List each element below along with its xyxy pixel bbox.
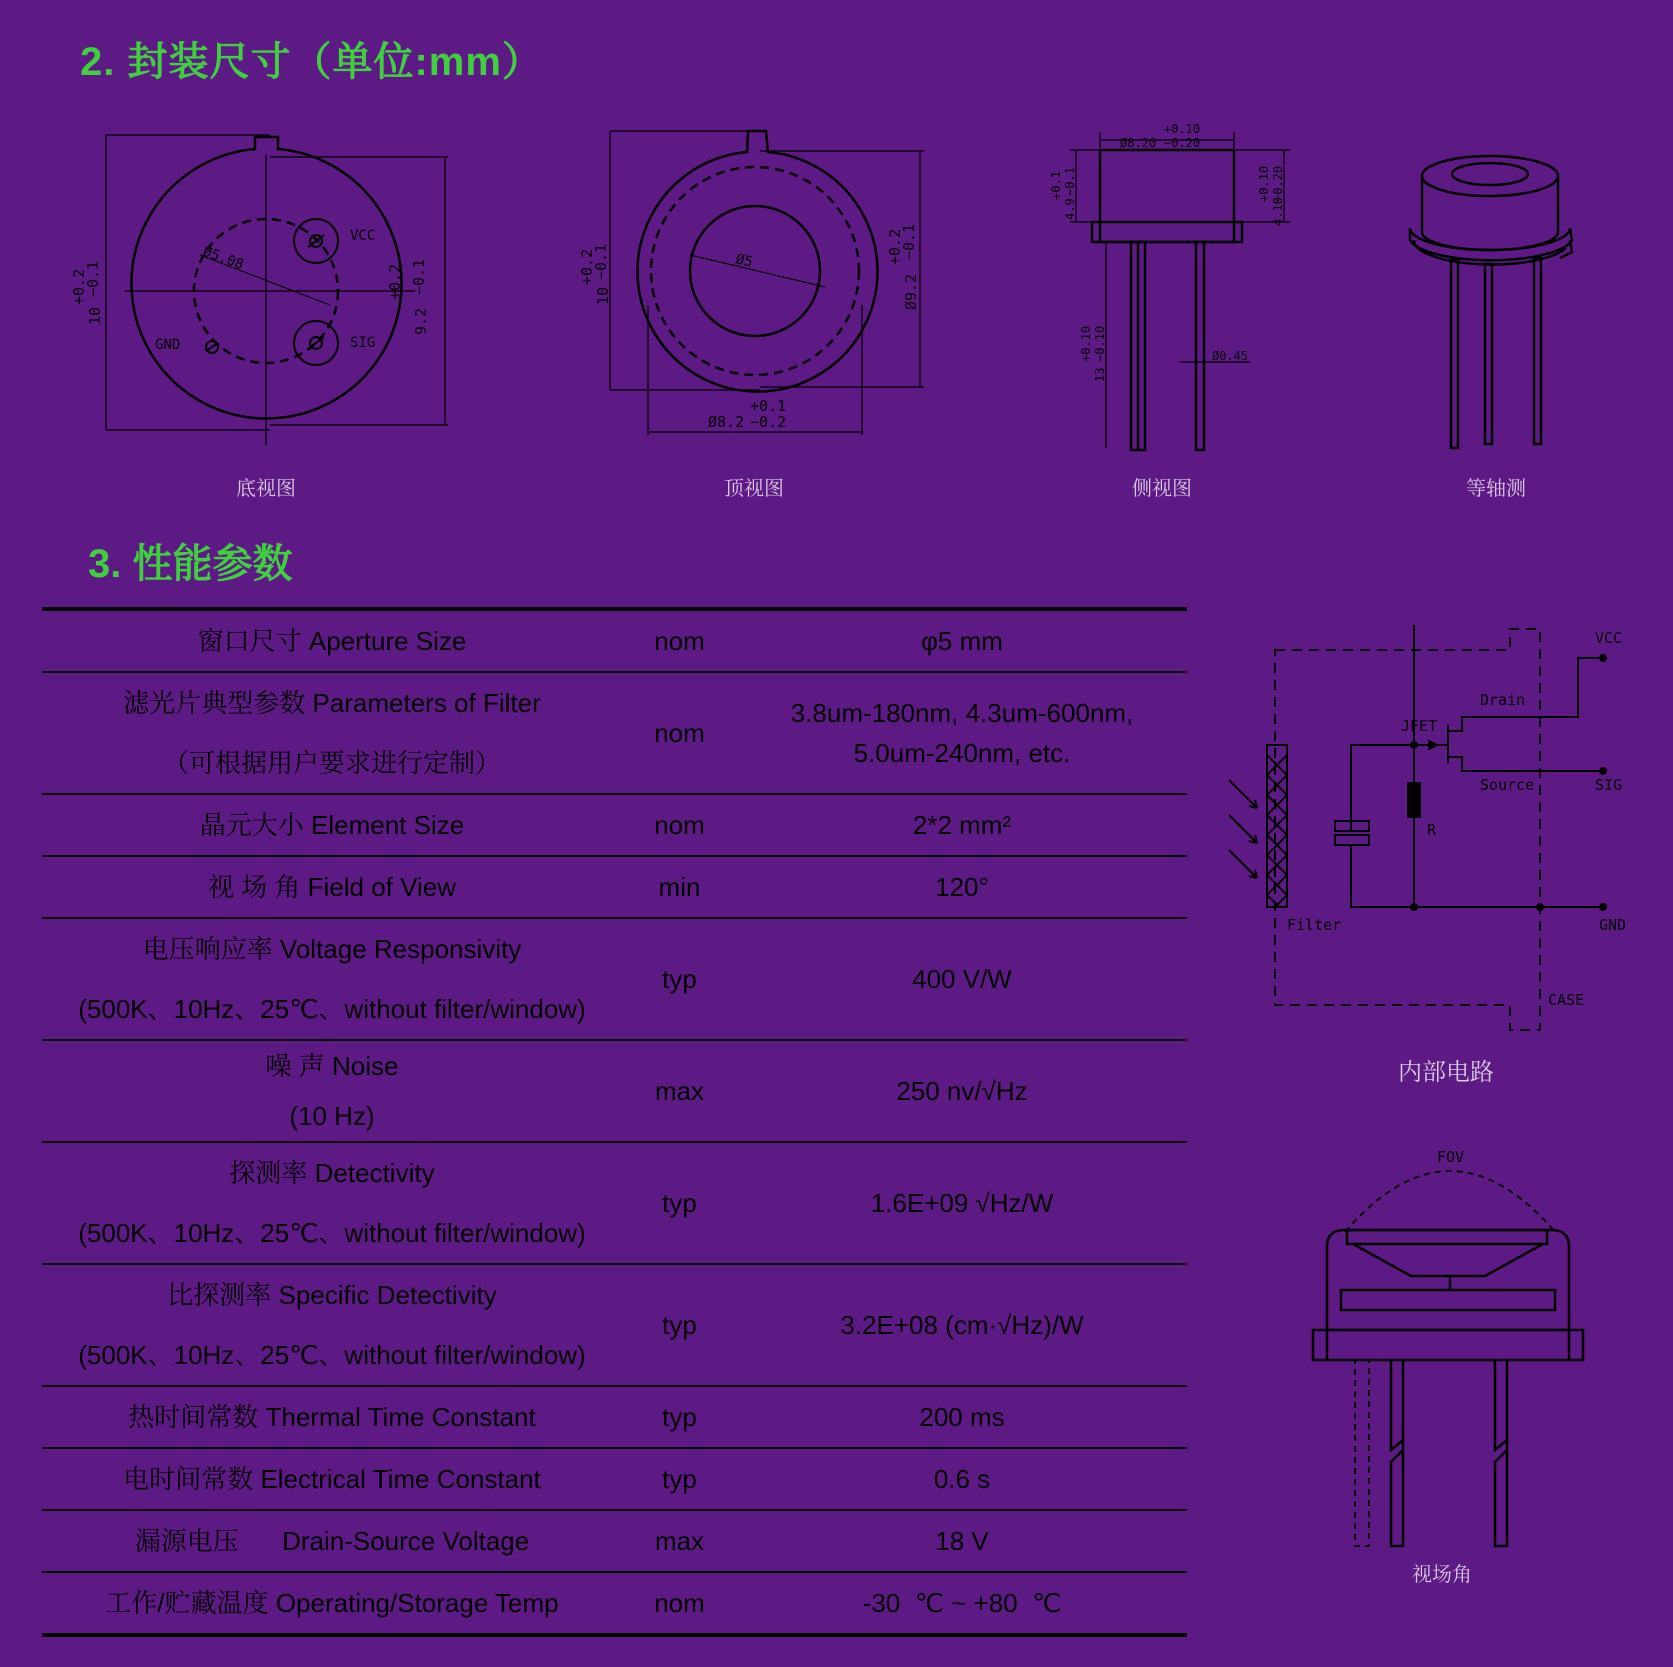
spec-value: φ5 mm: [737, 609, 1187, 672]
spec-name: 工作/贮藏温度 Operating/Storage Temp: [105, 1588, 559, 1618]
dim-left-value: 10: [594, 286, 612, 305]
spec-name: 电时间常数 Electrical Time Constant: [42, 1448, 622, 1510]
dim-pin-label: Ø0.45: [1212, 349, 1249, 363]
top-view-caption: 顶视图: [724, 478, 784, 500]
table-row: [42, 1448, 1187, 1510]
spec-name: 滤光片典型参数 Parameters of Filter （可根据用户要求进行定制）: [42, 672, 622, 794]
element-diameter-label: Ø5.08: [200, 243, 246, 274]
jfet-label: JFET: [1401, 717, 1438, 735]
dim-body-tol-minus: −0.1: [1063, 167, 1077, 196]
table-row: [42, 856, 1187, 918]
isometric-view-caption: 等轴测: [1466, 478, 1526, 500]
sig-label: SIG: [350, 335, 376, 351]
dim-right-tol-plus: +0.2: [886, 228, 904, 265]
sig-label: SIG: [1595, 776, 1623, 794]
dim-body-value: 4.9: [1063, 198, 1077, 220]
filter-label: Filter: [1287, 916, 1342, 934]
spec-condition: nom: [622, 609, 737, 672]
dim-body-tol-plus: +0.1: [1049, 171, 1063, 200]
dim-top-tol-plus: +0.10: [1164, 122, 1201, 136]
spec-name: 窗口尺寸 Aperture Size: [42, 609, 622, 672]
spec-value: 200 ms: [737, 1386, 1187, 1448]
spec-name: 探测率 Detectivity (500K、10Hz、25℃、without filter/window): [42, 1142, 622, 1264]
internal-circuit-diagram: [1215, 625, 1635, 1040]
circuit-caption: 内部电路: [1398, 1059, 1494, 1086]
spec-condition: nom: [622, 794, 737, 856]
spec-condition: typ: [622, 1448, 737, 1510]
dim-cap-value: 4.10: [1271, 197, 1285, 226]
dim-left-tol-minus: −0.1: [592, 243, 610, 280]
spec-condition: max: [622, 1510, 737, 1572]
dim-top-value: Ø8.20: [1120, 136, 1157, 150]
case-label: CASE: [1548, 991, 1585, 1009]
drain-label: Drain: [1480, 691, 1526, 709]
spec-value: 400 V/W: [737, 918, 1187, 1040]
spec-condition: nom: [654, 1587, 705, 1618]
dim-left-tol-plus: +0.2: [578, 248, 596, 285]
spec-condition: typ: [622, 1386, 737, 1448]
vcc-label: VCC: [1595, 629, 1623, 647]
spec-name: 漏源电压 Drain-Source Voltage: [42, 1510, 622, 1572]
spec-name: 晶元大小 Element Size: [42, 794, 622, 856]
dim-cap-tol-plus: +0.10: [1257, 165, 1271, 202]
dim-bottom-tol-minus: −0.2: [750, 413, 787, 431]
spec-name: 比探测率 Specific Detectivity (500K、10Hz、25℃、without filter/window): [42, 1264, 622, 1386]
table-row: [42, 1386, 1187, 1448]
table-row: [42, 1264, 1187, 1386]
spec-name: 热时间常数 Thermal Time Constant: [42, 1386, 622, 1448]
spec-value: -30 ℃ ~ +80 ℃: [862, 1588, 1062, 1618]
spec-value: 250 nv/√Hz: [737, 1040, 1187, 1142]
spec-name: 视 场 角 Field of View: [42, 856, 622, 918]
dim-bottom-tol-plus: +0.1: [750, 397, 787, 415]
spec-condition: typ: [622, 918, 737, 1040]
table-row: [42, 672, 1187, 794]
dim-left-tol-minus: −0.1: [84, 260, 102, 297]
table-row: [42, 794, 1187, 856]
fov-caption: 视场角: [1412, 1564, 1472, 1586]
bottom-view-drawing: [70, 125, 470, 445]
top-view-drawing: [580, 125, 940, 445]
vcc-label: VCC: [350, 228, 376, 244]
dim-right-value: Ø9.2: [902, 273, 920, 310]
gnd-label: GND: [155, 337, 181, 353]
dim-leads-tol-plus: +0.10: [1079, 325, 1093, 362]
spec-condition: min: [622, 856, 737, 918]
spec-value: 120°: [737, 856, 1187, 918]
performance-table: [42, 607, 1187, 1637]
spec-value: 3.8um-180nm, 4.3um-600nm, 5.0um-240nm, etc.: [737, 672, 1187, 794]
resistor-label: R: [1427, 821, 1437, 839]
window-diameter-label: Ø5: [734, 251, 755, 271]
spec-value: 2*2 mm²: [737, 794, 1187, 856]
source-label: Source: [1480, 776, 1535, 794]
spec-condition: typ: [622, 1264, 737, 1386]
fov-label: FOV: [1437, 1148, 1465, 1166]
dim-right-value: 9.2: [412, 307, 430, 335]
dim-leads-tol-minus: −0.10: [1093, 325, 1107, 362]
dim-right-tol-minus: −0.1: [900, 223, 918, 260]
section-title-performance: 3. 性能参数: [88, 542, 293, 586]
spec-value: 0.6 s: [737, 1448, 1187, 1510]
spec-condition: max: [622, 1040, 737, 1142]
table-row: [42, 1040, 1187, 1142]
dim-left-tol-plus: +0.2: [70, 268, 88, 305]
dim-leads-value: 13: [1093, 367, 1107, 382]
table-row: [42, 1510, 1187, 1572]
dim-top-tol-minus: −0.20: [1164, 136, 1201, 150]
side-view-drawing: [1040, 120, 1300, 450]
spec-name: 噪 声 Noise (10 Hz): [42, 1040, 622, 1142]
spec-value: 3.2E+08 (cm·√Hz)/W: [737, 1264, 1187, 1386]
dim-left-value: 10: [86, 306, 104, 325]
dim-bottom-value: Ø8.2: [708, 413, 745, 431]
gnd-label: GND: [1599, 916, 1627, 934]
fov-diagram: [1305, 1150, 1595, 1550]
table-row: [42, 1142, 1187, 1264]
dim-right-tol-minus: −0.1: [410, 258, 428, 295]
spec-condition: typ: [622, 1142, 737, 1264]
table-row: [42, 918, 1187, 1040]
section-title-package: 2. 封装尺寸（单位:mm）: [80, 40, 543, 84]
spec-value: 1.6E+09 √Hz/W: [737, 1142, 1187, 1264]
side-view-caption: 侧视图: [1132, 478, 1192, 500]
isometric-view-drawing: [1400, 140, 1590, 450]
spec-name: 电压响应率 Voltage Responsivity (500K、10Hz、25℃、without filter/window): [42, 918, 622, 1040]
table-row: [42, 609, 1187, 672]
bottom-view-caption: 底视图: [236, 478, 296, 500]
dim-right-tol-plus: +0.2: [386, 263, 404, 300]
spec-condition: nom: [622, 672, 737, 794]
spec-value: 18 V: [737, 1510, 1187, 1572]
dim-cap-tol-minus: −0.20: [1271, 165, 1285, 202]
table-row: [42, 1572, 1187, 1635]
